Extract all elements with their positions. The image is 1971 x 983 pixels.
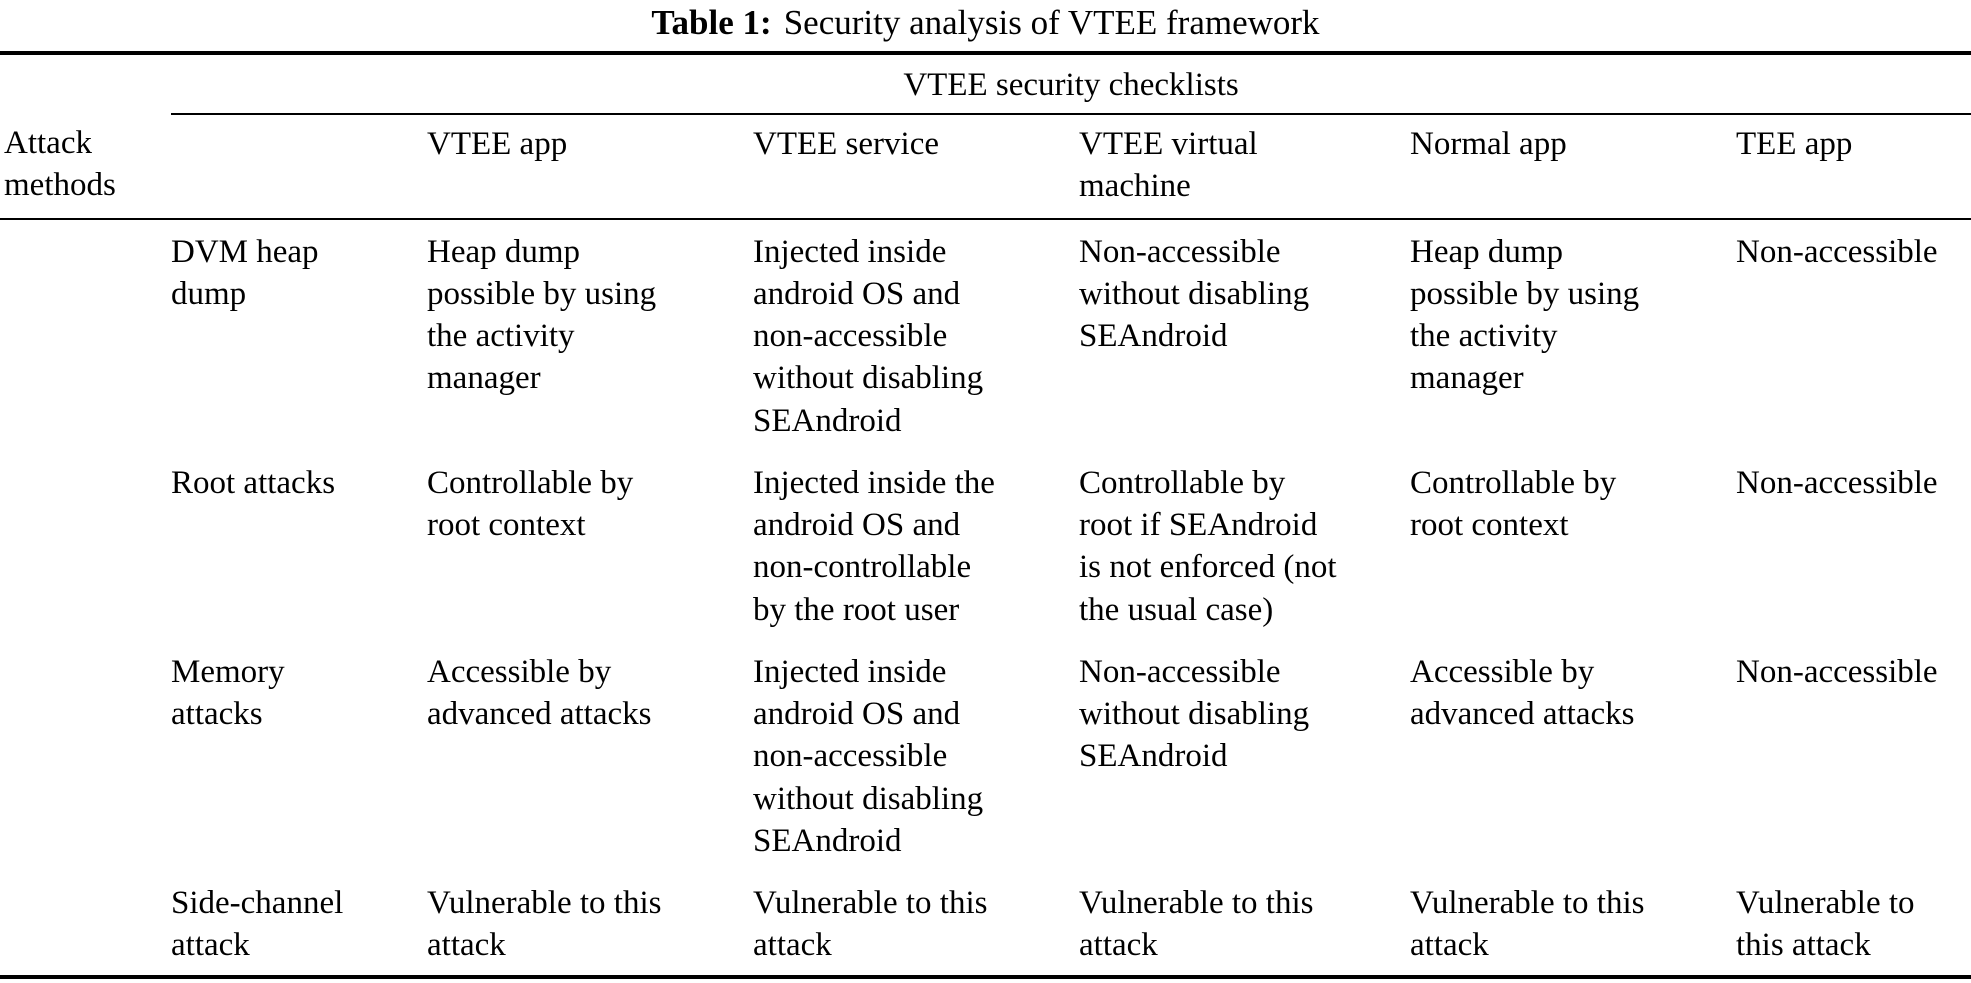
table-row — [0, 219, 1971, 451]
group-header: VTEE security checklists — [171, 55, 1971, 114]
table-cell: Accessible by advanced attacks — [427, 653, 652, 733]
table-cell: Injected inside android OS and non-accessible without disabling SEAndroid — [753, 233, 984, 439]
row-lead-spacer — [0, 640, 171, 871]
table-caption-label: Table 1: — [651, 3, 772, 42]
column-header-tee-app: TEE app — [1736, 114, 1971, 218]
row-lead-spacer — [0, 219, 171, 451]
attack-method-cell: DVM heap dump — [171, 233, 319, 312]
table-cell: Controllable by root context — [1410, 464, 1617, 544]
table-row — [0, 640, 1971, 871]
attack-method-cell: Root attacks — [171, 464, 336, 501]
table-cell: Vulnerable to this attack — [1736, 884, 1915, 964]
attack-method-cell: Side-channel attack — [171, 884, 344, 964]
column-header-vtee-service: VTEE service — [753, 114, 1079, 218]
table-cell: Controllable by root context — [427, 464, 634, 544]
table-cell: Non-accessible without disabling SEAndroid — [1079, 653, 1310, 775]
table-row — [0, 451, 1971, 640]
table-cell: Accessible by advanced attacks — [1410, 653, 1635, 733]
column-header-row — [0, 114, 1971, 218]
table-caption-text: Security analysis of VTEE framework — [783, 3, 1320, 42]
table-cell: Vulnerable to this attack — [1079, 884, 1314, 964]
table-cell: Vulnerable to this attack — [427, 884, 662, 964]
attack-method-cell: Memory attacks — [171, 653, 285, 733]
table-cell: Heap dump possible by using the activity manager — [427, 233, 657, 397]
table-row — [0, 871, 1971, 977]
column-header-normal-app: Normal app — [1410, 114, 1736, 218]
column-header-blank — [171, 114, 427, 218]
table-cell: Non-accessible without disabling SEAndroid — [1079, 233, 1310, 355]
table-cell: Non-accessible — [1736, 233, 1938, 270]
table-caption — [0, 0, 1971, 55]
row-lead-spacer — [0, 451, 171, 640]
table-cell: Non-accessible — [1736, 653, 1938, 690]
table-cell: Non-accessible — [1736, 464, 1938, 501]
column-header-attack-methods: Attack methods — [0, 114, 171, 218]
table-cell: Heap dump possible by using the activity manager — [1410, 233, 1640, 397]
group-header-spacer — [0, 55, 171, 114]
security-analysis-table — [0, 55, 1971, 979]
column-header-vtee-app: VTEE app — [427, 114, 753, 218]
column-header-vtee-virtual-machine: VTEE virtual machine — [1079, 114, 1410, 218]
table-cell: Controllable by root if SEAndroid is not enforced (not the usual case) — [1079, 464, 1337, 628]
table-cell: Injected inside android OS and non-accessible without disabling SEAndroid — [753, 653, 984, 859]
group-header-row — [0, 55, 1971, 114]
row-lead-spacer — [0, 871, 171, 977]
table-cell: Injected inside the android OS and non-controllable by the root user — [753, 464, 995, 628]
table-cell: Vulnerable to this attack — [1410, 884, 1645, 964]
table-cell: Vulnerable to this attack — [753, 884, 988, 964]
